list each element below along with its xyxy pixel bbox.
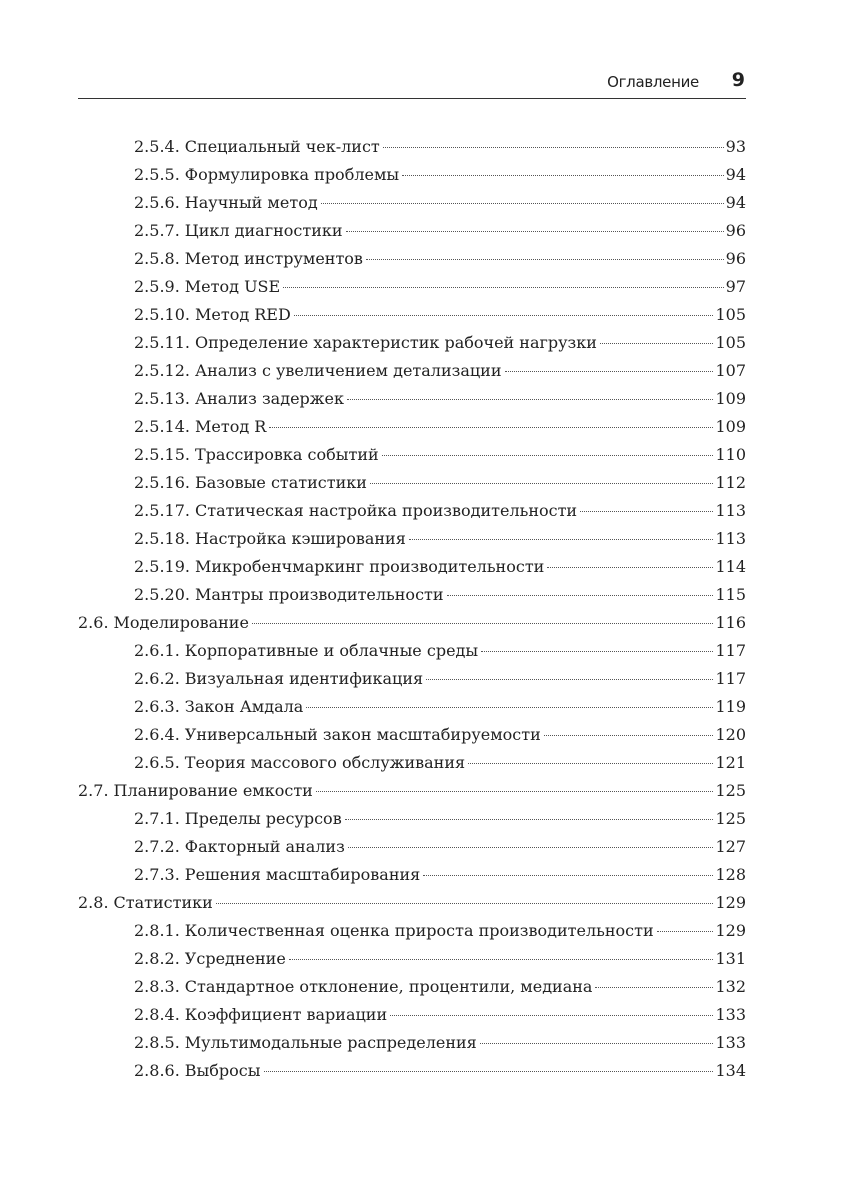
toc-entry-title: Анализ задержек: [194, 389, 344, 408]
toc-entry-title: Универсальный закон масштабируемости: [184, 725, 541, 744]
toc-entry-page: 113: [715, 529, 746, 548]
toc-subsection-entry[interactable]: [78, 273, 746, 301]
dot-leader: [252, 623, 714, 624]
toc-subsection-entry[interactable]: [78, 973, 746, 1001]
dot-leader: [347, 399, 713, 400]
toc-section-entry[interactable]: [78, 889, 746, 917]
dot-leader: [283, 287, 723, 288]
dot-leader: [382, 455, 714, 456]
toc-subsection-entry[interactable]: [78, 441, 746, 469]
dot-leader: [306, 707, 713, 708]
toc-entry-title: Решения масштабирования: [184, 865, 421, 884]
dot-leader: [294, 315, 714, 316]
toc-entry-number: 2.6.2.: [134, 669, 180, 688]
toc-entry-page: 131: [715, 949, 746, 968]
toc-subsection-entry[interactable]: [78, 861, 746, 889]
toc-entry-title: Визуальная идентификация: [184, 669, 424, 688]
toc-subsection-entry[interactable]: [78, 1057, 746, 1085]
toc-entry-title: Выбросы: [184, 1061, 261, 1080]
dot-leader: [402, 175, 724, 176]
toc-entry-number: 2.5.19.: [134, 557, 190, 576]
toc-subsection-entry[interactable]: [78, 217, 746, 245]
toc-entry-page: 119: [715, 697, 746, 716]
toc-subsection-entry[interactable]: [78, 133, 746, 161]
toc-entry-number: 2.5.16.: [134, 473, 190, 492]
toc-entry-page: 107: [715, 361, 746, 380]
toc-subsection-entry[interactable]: [78, 385, 746, 413]
toc-entry-page: 132: [715, 977, 746, 996]
toc-entry-page: 117: [715, 641, 746, 660]
dot-leader: [468, 763, 713, 764]
toc-subsection-entry[interactable]: [78, 413, 746, 441]
toc-subsection-entry[interactable]: [78, 1029, 746, 1057]
toc-entry-number: 2.5.6.: [134, 193, 180, 212]
toc-entry-title: Количественная оценка прироста производительности: [184, 921, 654, 940]
toc-entry-number: 2.8.2.: [134, 949, 180, 968]
toc-entry-page: 127: [715, 837, 746, 856]
toc-entry-title: Планирование емкости: [113, 781, 313, 800]
dot-leader: [423, 875, 713, 876]
header-page-number: 9: [731, 69, 745, 91]
toc-entry-title: Метод R: [194, 417, 267, 436]
toc-entry-number: 2.8.: [78, 893, 109, 912]
dot-leader: [383, 147, 724, 148]
toc-entry-page: 109: [715, 417, 746, 436]
dot-leader: [426, 679, 713, 680]
toc-entry-title: Настройка кэширования: [194, 529, 406, 548]
dot-leader: [321, 203, 724, 204]
toc-entry-page: 96: [725, 221, 746, 240]
toc-entry-title: Специальный чек-лист: [184, 137, 380, 156]
dot-leader: [370, 483, 714, 484]
toc-entry-page: 105: [715, 333, 746, 352]
toc-subsection-entry[interactable]: [78, 945, 746, 973]
dot-leader: [316, 791, 714, 792]
toc-subsection-entry[interactable]: [78, 357, 746, 385]
toc-entry-number: 2.5.13.: [134, 389, 190, 408]
toc-entry-number: 2.8.1.: [134, 921, 180, 940]
toc-entry-title: Микробенчмаркинг производительности: [194, 557, 545, 576]
dot-leader: [480, 1043, 714, 1044]
toc-entry-title: Статистики: [113, 893, 213, 912]
dot-leader: [447, 595, 714, 596]
toc-entry-title: Моделирование: [113, 613, 249, 632]
toc-subsection-entry[interactable]: [78, 1001, 746, 1029]
toc-entry-page: 113: [715, 501, 746, 520]
dot-leader: [505, 371, 714, 372]
toc-subsection-entry[interactable]: [78, 525, 746, 553]
toc-entry-title: Закон Амдала: [184, 697, 304, 716]
toc-entry-number: 2.6.1.: [134, 641, 180, 660]
dot-leader: [345, 819, 714, 820]
toc-entry-title: Мультимодальные распределения: [184, 1033, 477, 1052]
dot-leader: [657, 931, 714, 932]
toc-entry-number: 2.5.4.: [134, 137, 180, 156]
toc-entry-page: 129: [715, 921, 746, 940]
dot-leader: [481, 651, 713, 652]
header-title: Оглавление: [607, 73, 699, 91]
toc-entry-title: Статическая настройка производительности: [194, 501, 578, 520]
dot-leader: [269, 427, 713, 428]
toc-entry-title: Цикл диагностики: [184, 221, 343, 240]
toc-subsection-entry[interactable]: [78, 497, 746, 525]
toc-subsection-entry[interactable]: [78, 637, 746, 665]
toc-subsection-entry[interactable]: [78, 693, 746, 721]
toc-entry-title: Факторный анализ: [184, 837, 345, 856]
toc-entry-number: 2.5.5.: [134, 165, 180, 184]
toc-entry-number: 2.7.3.: [134, 865, 180, 884]
toc-subsection-entry[interactable]: [78, 301, 746, 329]
toc-entry-page: 121: [715, 753, 746, 772]
toc-entry-number: 2.5.11.: [134, 333, 190, 352]
toc-entry-page: 120: [715, 725, 746, 744]
toc-entry-number: 2.7.2.: [134, 837, 180, 856]
toc-entry-number: 2.5.15.: [134, 445, 190, 464]
toc-entry-number: 2.8.4.: [134, 1005, 180, 1024]
table-of-contents: [78, 133, 746, 1085]
toc-subsection-entry[interactable]: [78, 329, 746, 357]
toc-section-entry[interactable]: [78, 777, 746, 805]
toc-entry-title: Метод RED: [194, 305, 291, 324]
toc-subsection-entry[interactable]: [78, 833, 746, 861]
toc-entry-page: 94: [725, 193, 746, 212]
dot-leader: [580, 511, 713, 512]
toc-entry-title: Научный метод: [184, 193, 318, 212]
toc-subsection-entry[interactable]: [78, 189, 746, 217]
toc-entry-page: 93: [725, 137, 746, 156]
running-header: [78, 66, 746, 99]
toc-entry-number: 2.5.10.: [134, 305, 190, 324]
toc-entry-title: Трассировка событий: [194, 445, 379, 464]
toc-entry-page: 109: [715, 389, 746, 408]
toc-entry-page: 112: [715, 473, 746, 492]
toc-entry-number: 2.6.3.: [134, 697, 180, 716]
toc-subsection-entry[interactable]: [78, 749, 746, 777]
toc-entry-number: 2.6.4.: [134, 725, 180, 744]
toc-entry-number: 2.5.9.: [134, 277, 180, 296]
dot-leader: [547, 567, 713, 568]
toc-entry-page: 115: [715, 585, 746, 604]
toc-entry-title: Метод USE: [184, 277, 281, 296]
toc-entry-number: 2.7.: [78, 781, 109, 800]
toc-entry-number: 2.5.18.: [134, 529, 190, 548]
toc-entry-title: Корпоративные и облачные среды: [184, 641, 479, 660]
toc-entry-number: 2.6.5.: [134, 753, 180, 772]
toc-subsection-entry[interactable]: [78, 665, 746, 693]
toc-entry-title: Коэффициент вариации: [184, 1005, 388, 1024]
toc-entry-title: Анализ с увеличением детализации: [194, 361, 502, 380]
toc-entry-page: 117: [715, 669, 746, 688]
dot-leader: [600, 343, 714, 344]
toc-subsection-entry[interactable]: [78, 469, 746, 497]
toc-subsection-entry[interactable]: [78, 581, 746, 609]
toc-entry-page: 133: [715, 1005, 746, 1024]
toc-subsection-entry[interactable]: [78, 721, 746, 749]
toc-entry-page: 105: [715, 305, 746, 324]
toc-entry-page: 97: [725, 277, 746, 296]
toc-entry-page: 125: [715, 809, 746, 828]
toc-subsection-entry[interactable]: [78, 245, 746, 273]
toc-entry-title: Базовые статистики: [194, 473, 367, 492]
toc-entry-page: 96: [725, 249, 746, 268]
toc-entry-number: 2.5.20.: [134, 585, 190, 604]
toc-entry-number: 2.5.7.: [134, 221, 180, 240]
toc-entry-page: 129: [715, 893, 746, 912]
toc-subsection-entry[interactable]: [78, 553, 746, 581]
toc-entry-page: 134: [715, 1061, 746, 1080]
toc-entry-title: Пределы ресурсов: [184, 809, 342, 828]
dot-leader: [409, 539, 714, 540]
dot-leader: [216, 903, 714, 904]
toc-entry-number: 2.8.6.: [134, 1061, 180, 1080]
toc-entry-page: 133: [715, 1033, 746, 1052]
toc-entry-number: 2.7.1.: [134, 809, 180, 828]
toc-entry-number: 2.5.17.: [134, 501, 190, 520]
toc-entry-number: 2.8.5.: [134, 1033, 180, 1052]
toc-entry-page: 125: [715, 781, 746, 800]
toc-entry-title: Определение характеристик рабочей нагрузки: [194, 333, 597, 352]
dot-leader: [348, 847, 714, 848]
dot-leader: [595, 987, 713, 988]
toc-entry-page: 94: [725, 165, 746, 184]
toc-entry-page: 114: [715, 557, 746, 576]
dot-leader: [544, 735, 714, 736]
toc-entry-number: 2.5.14.: [134, 417, 190, 436]
toc-entry-page: 116: [715, 613, 746, 632]
dot-leader: [366, 259, 724, 260]
toc-entry-number: 2.5.12.: [134, 361, 190, 380]
dot-leader: [346, 231, 724, 232]
toc-entry-title: Формулировка проблемы: [184, 165, 400, 184]
toc-entry-title: Теория массового обслуживания: [184, 753, 466, 772]
toc-subsection-entry[interactable]: [78, 161, 746, 189]
toc-subsection-entry[interactable]: [78, 805, 746, 833]
toc-entry-number: 2.8.3.: [134, 977, 180, 996]
toc-entry-page: 110: [715, 445, 746, 464]
toc-section-entry[interactable]: [78, 609, 746, 637]
toc-entry-title: Метод инструментов: [184, 249, 363, 268]
toc-entry-number: 2.6.: [78, 613, 109, 632]
dot-leader: [289, 959, 714, 960]
toc-entry-title: Мантры производительности: [194, 585, 444, 604]
toc-subsection-entry[interactable]: [78, 917, 746, 945]
toc-entry-title: Усреднение: [184, 949, 286, 968]
toc-entry-title: Стандартное отклонение, процентили, медиана: [184, 977, 593, 996]
toc-entry-number: 2.5.8.: [134, 249, 180, 268]
dot-leader: [390, 1015, 713, 1016]
dot-leader: [264, 1071, 714, 1072]
toc-entry-page: 128: [715, 865, 746, 884]
